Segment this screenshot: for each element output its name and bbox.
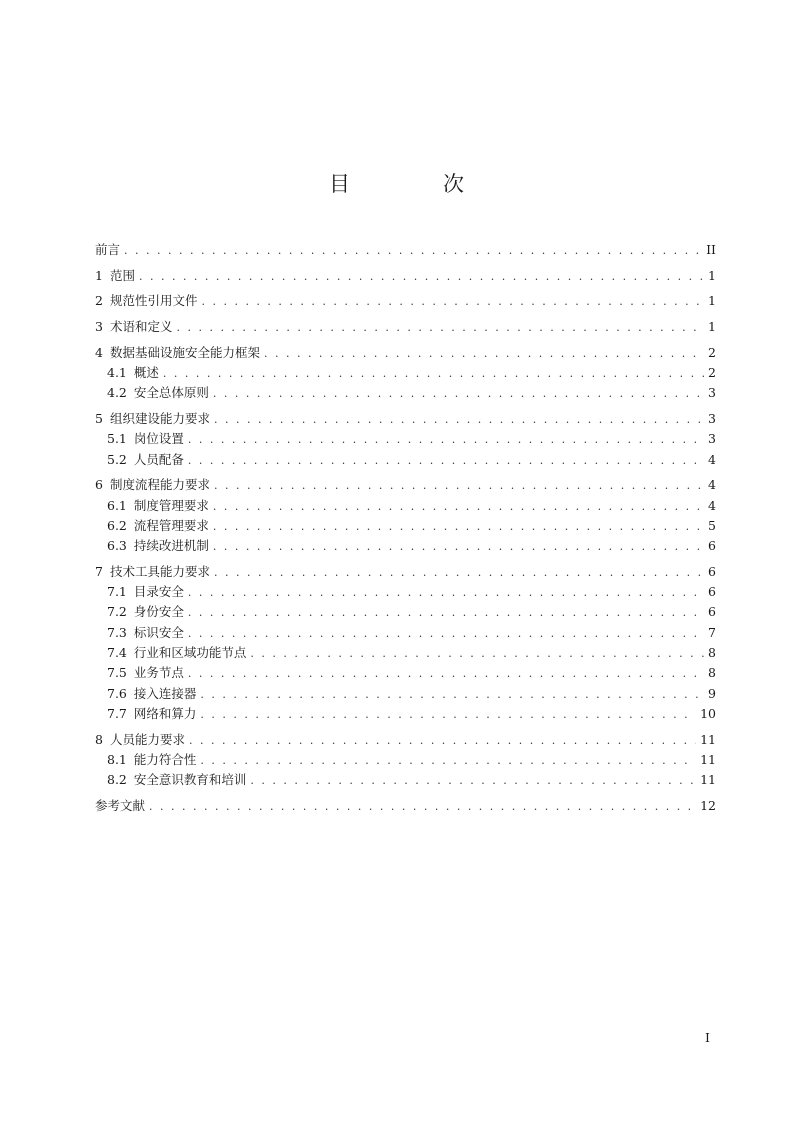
toc-leader-dots — [149, 797, 696, 817]
toc-entry-number: 7.3 — [107, 624, 127, 640]
toc-entry-title: 制度管理要求 — [133, 497, 209, 513]
toc-entry-title: 人员能力要求 — [109, 731, 185, 747]
toc-entry[interactable] — [95, 684, 716, 704]
toc-entry-title: 组织建设能力要求 — [109, 411, 210, 427]
toc-leader-dots — [264, 344, 704, 364]
toc-entry-label — [107, 536, 209, 556]
toc-entry[interactable] — [95, 266, 716, 286]
toc-entry-title: 能力符合性 — [133, 751, 197, 767]
toc-entry-label — [107, 684, 196, 704]
toc-leader-dots — [189, 731, 696, 751]
toc-entry-label — [107, 770, 246, 790]
toc-entry-title: 规范性引用文件 — [109, 293, 198, 309]
toc-entry-title: 身份安全 — [133, 604, 184, 620]
toc-entry-label — [95, 291, 197, 311]
toc-entry-number: 8 — [95, 731, 103, 747]
toc-entry-page: 6 — [708, 604, 716, 620]
toc-entry[interactable] — [95, 409, 716, 429]
toc-entry-title: 数据基础设施安全能力框架 — [109, 344, 260, 360]
toc-entry-title: 流程管理要求 — [133, 517, 209, 533]
toc-leader-dots — [250, 644, 704, 664]
toc-entry[interactable] — [95, 240, 716, 260]
toc-entry-label — [107, 750, 196, 770]
toc-entry[interactable] — [95, 291, 716, 311]
toc-entry-page: 2 — [708, 344, 716, 360]
toc-entry-page: II — [706, 242, 716, 257]
toc-entry-page: 6 — [708, 563, 716, 579]
toc-entry-page: 11 — [700, 751, 716, 767]
toc-entry-page: 8 — [708, 665, 716, 681]
toc-entry-page: 12 — [700, 797, 716, 813]
toc-leader-dots — [200, 685, 704, 705]
toc-entry-page: 10 — [700, 705, 716, 721]
toc-leader-dots — [188, 583, 704, 603]
toc-entry-title: 业务节点 — [133, 665, 184, 681]
toc-leader-dots — [201, 292, 704, 312]
toc-entry[interactable] — [95, 770, 716, 790]
page-number: I — [705, 1030, 710, 1045]
toc-entry-label — [95, 409, 210, 429]
toc-entry-page: 6 — [708, 538, 716, 554]
toc-leader-dots — [200, 751, 696, 771]
toc-entry[interactable] — [95, 450, 716, 470]
toc-entry-number: 8.1 — [107, 751, 127, 767]
toc-entry-title: 参考文献 — [95, 797, 146, 813]
toc-entry[interactable] — [95, 343, 716, 363]
toc-entry-title: 接入连接器 — [133, 685, 197, 701]
toc-entry-label — [95, 343, 260, 363]
toc-entry-number: 8.2 — [107, 772, 127, 788]
toc-entry-title: 人员配备 — [133, 451, 184, 467]
toc-leader-dots — [214, 563, 704, 583]
toc-entry[interactable] — [95, 730, 716, 750]
toc-entry-label — [107, 663, 184, 683]
toc-entry-label — [107, 450, 184, 470]
toc-entry[interactable] — [95, 582, 716, 602]
toc-entry-number: 7.6 — [107, 685, 127, 701]
toc-entry-title: 岗位设置 — [133, 431, 184, 447]
toc-entry-page: 1 — [708, 293, 716, 309]
toc-entry-page: 7 — [708, 624, 716, 640]
toc-entry-title: 行业和区域功能节点 — [133, 645, 247, 661]
toc-leader-dots — [214, 410, 704, 430]
toc-entry[interactable] — [95, 623, 716, 643]
toc-entry-page: 11 — [700, 772, 716, 788]
toc-entry[interactable] — [95, 643, 716, 663]
toc-leader-dots — [188, 664, 704, 684]
toc-entry[interactable] — [95, 562, 716, 582]
toc-entry-number: 5.1 — [107, 431, 127, 447]
toc-entry-number: 6.3 — [107, 538, 127, 554]
toc-entry-page: 3 — [708, 411, 716, 427]
toc-entry-label — [95, 730, 185, 750]
toc-entry-number: 4.1 — [107, 365, 127, 381]
toc-entry-label — [95, 475, 210, 495]
toc-entry-page: 9 — [708, 685, 716, 701]
toc-entry-number: 3 — [95, 319, 103, 335]
toc-entry[interactable] — [95, 496, 716, 516]
toc-entry-page: 1 — [708, 319, 716, 335]
toc-entry-title: 概述 — [133, 365, 159, 381]
toc-entry-number: 5.2 — [107, 451, 127, 467]
toc-leader-dots — [176, 318, 704, 338]
toc-entry-number: 6.1 — [107, 497, 127, 513]
toc-entry[interactable] — [95, 429, 716, 449]
toc-entry-number: 7.7 — [107, 705, 127, 721]
toc-leader-dots — [213, 384, 704, 404]
toc-entry-title: 技术工具能力要求 — [109, 563, 210, 579]
toc-entry-number: 7.2 — [107, 604, 127, 620]
toc-entry-label — [107, 602, 184, 622]
toc-entry-label — [95, 240, 120, 260]
toc-entry-label — [95, 266, 135, 286]
toc-entry-label — [95, 317, 172, 337]
toc-entry-page: 4 — [708, 477, 716, 493]
toc-entry-title: 安全总体原则 — [133, 385, 209, 401]
toc-entry-number: 4 — [95, 344, 103, 360]
toc-entry-label — [107, 516, 209, 536]
toc-entry-title: 制度流程能力要求 — [109, 477, 210, 493]
toc-entry-label — [107, 429, 184, 449]
page-title: 目 次 — [329, 172, 500, 196]
toc-entry-page: 11 — [700, 731, 716, 747]
toc-entry-number: 7 — [95, 563, 103, 579]
toc-entry-number: 5 — [95, 411, 103, 427]
toc-entry[interactable] — [95, 317, 716, 337]
toc-entry[interactable] — [95, 663, 716, 683]
toc-entry[interactable] — [95, 704, 716, 724]
toc-entry[interactable] — [95, 363, 716, 383]
toc-leader-dots — [213, 537, 704, 557]
toc-entry-title: 目录安全 — [133, 584, 184, 600]
toc-entry-number: 4.2 — [107, 385, 127, 401]
toc-entry-label — [95, 562, 210, 582]
toc-leader-dots — [213, 517, 704, 537]
toc-leader-dots — [124, 241, 702, 261]
toc-entry-page: 4 — [708, 451, 716, 467]
toc-entry-number: 6 — [95, 477, 103, 493]
toc-entry-label — [107, 383, 209, 403]
toc-entry-page: 3 — [708, 385, 716, 401]
toc-entry-title: 术语和定义 — [109, 319, 173, 335]
toc-entry-page: 1 — [708, 267, 716, 283]
toc-entry-number: 1 — [95, 267, 103, 283]
toc-entry-title: 前言 — [95, 242, 121, 257]
toc-entry-number: 7.1 — [107, 584, 127, 600]
toc-leader-dots — [163, 364, 704, 384]
toc-leader-dots — [188, 603, 704, 623]
toc-entry-label — [107, 643, 246, 663]
toc-leader-dots — [213, 497, 704, 517]
toc-entry[interactable] — [95, 516, 716, 536]
toc-leader-dots — [250, 771, 696, 791]
toc-entry-page: 6 — [708, 584, 716, 600]
toc-entry-number: 2 — [95, 293, 103, 309]
toc-entry-label — [95, 796, 145, 816]
table-of-contents — [95, 240, 716, 816]
toc-entry-number: 7.4 — [107, 645, 127, 661]
toc-entry-title: 安全意识教育和培训 — [133, 772, 247, 788]
toc-entry-label — [107, 582, 184, 602]
toc-entry-label — [107, 704, 196, 724]
toc-entry-page: 8 — [708, 645, 716, 661]
toc-entry-title: 标识安全 — [133, 624, 184, 640]
toc-entry-page: 2 — [708, 365, 716, 381]
toc-entry-page: 5 — [708, 517, 716, 533]
toc-entry[interactable] — [95, 602, 716, 622]
toc-entry-title: 网络和算力 — [133, 705, 197, 721]
toc-entry-label — [107, 623, 184, 643]
toc-entry-number: 7.5 — [107, 665, 127, 681]
toc-entry[interactable] — [95, 750, 716, 770]
toc-entry[interactable] — [95, 536, 716, 556]
toc-leader-dots — [200, 705, 696, 725]
toc-entry[interactable] — [95, 383, 716, 403]
toc-leader-dots — [214, 476, 704, 496]
toc-entry-title: 持续改进机制 — [133, 538, 209, 554]
toc-leader-dots — [188, 624, 704, 644]
toc-entry-page: 4 — [708, 497, 716, 513]
toc-entry-number: 6.2 — [107, 517, 127, 533]
toc-entry-label — [107, 496, 209, 516]
toc-leader-dots — [139, 267, 704, 287]
toc-entry-page: 3 — [708, 431, 716, 447]
toc-leader-dots — [188, 430, 704, 450]
toc-leader-dots — [188, 451, 704, 471]
toc-entry-title: 范围 — [109, 267, 135, 283]
toc-entry[interactable] — [95, 475, 716, 495]
toc-entry-label — [107, 363, 159, 383]
toc-entry[interactable] — [95, 796, 716, 816]
